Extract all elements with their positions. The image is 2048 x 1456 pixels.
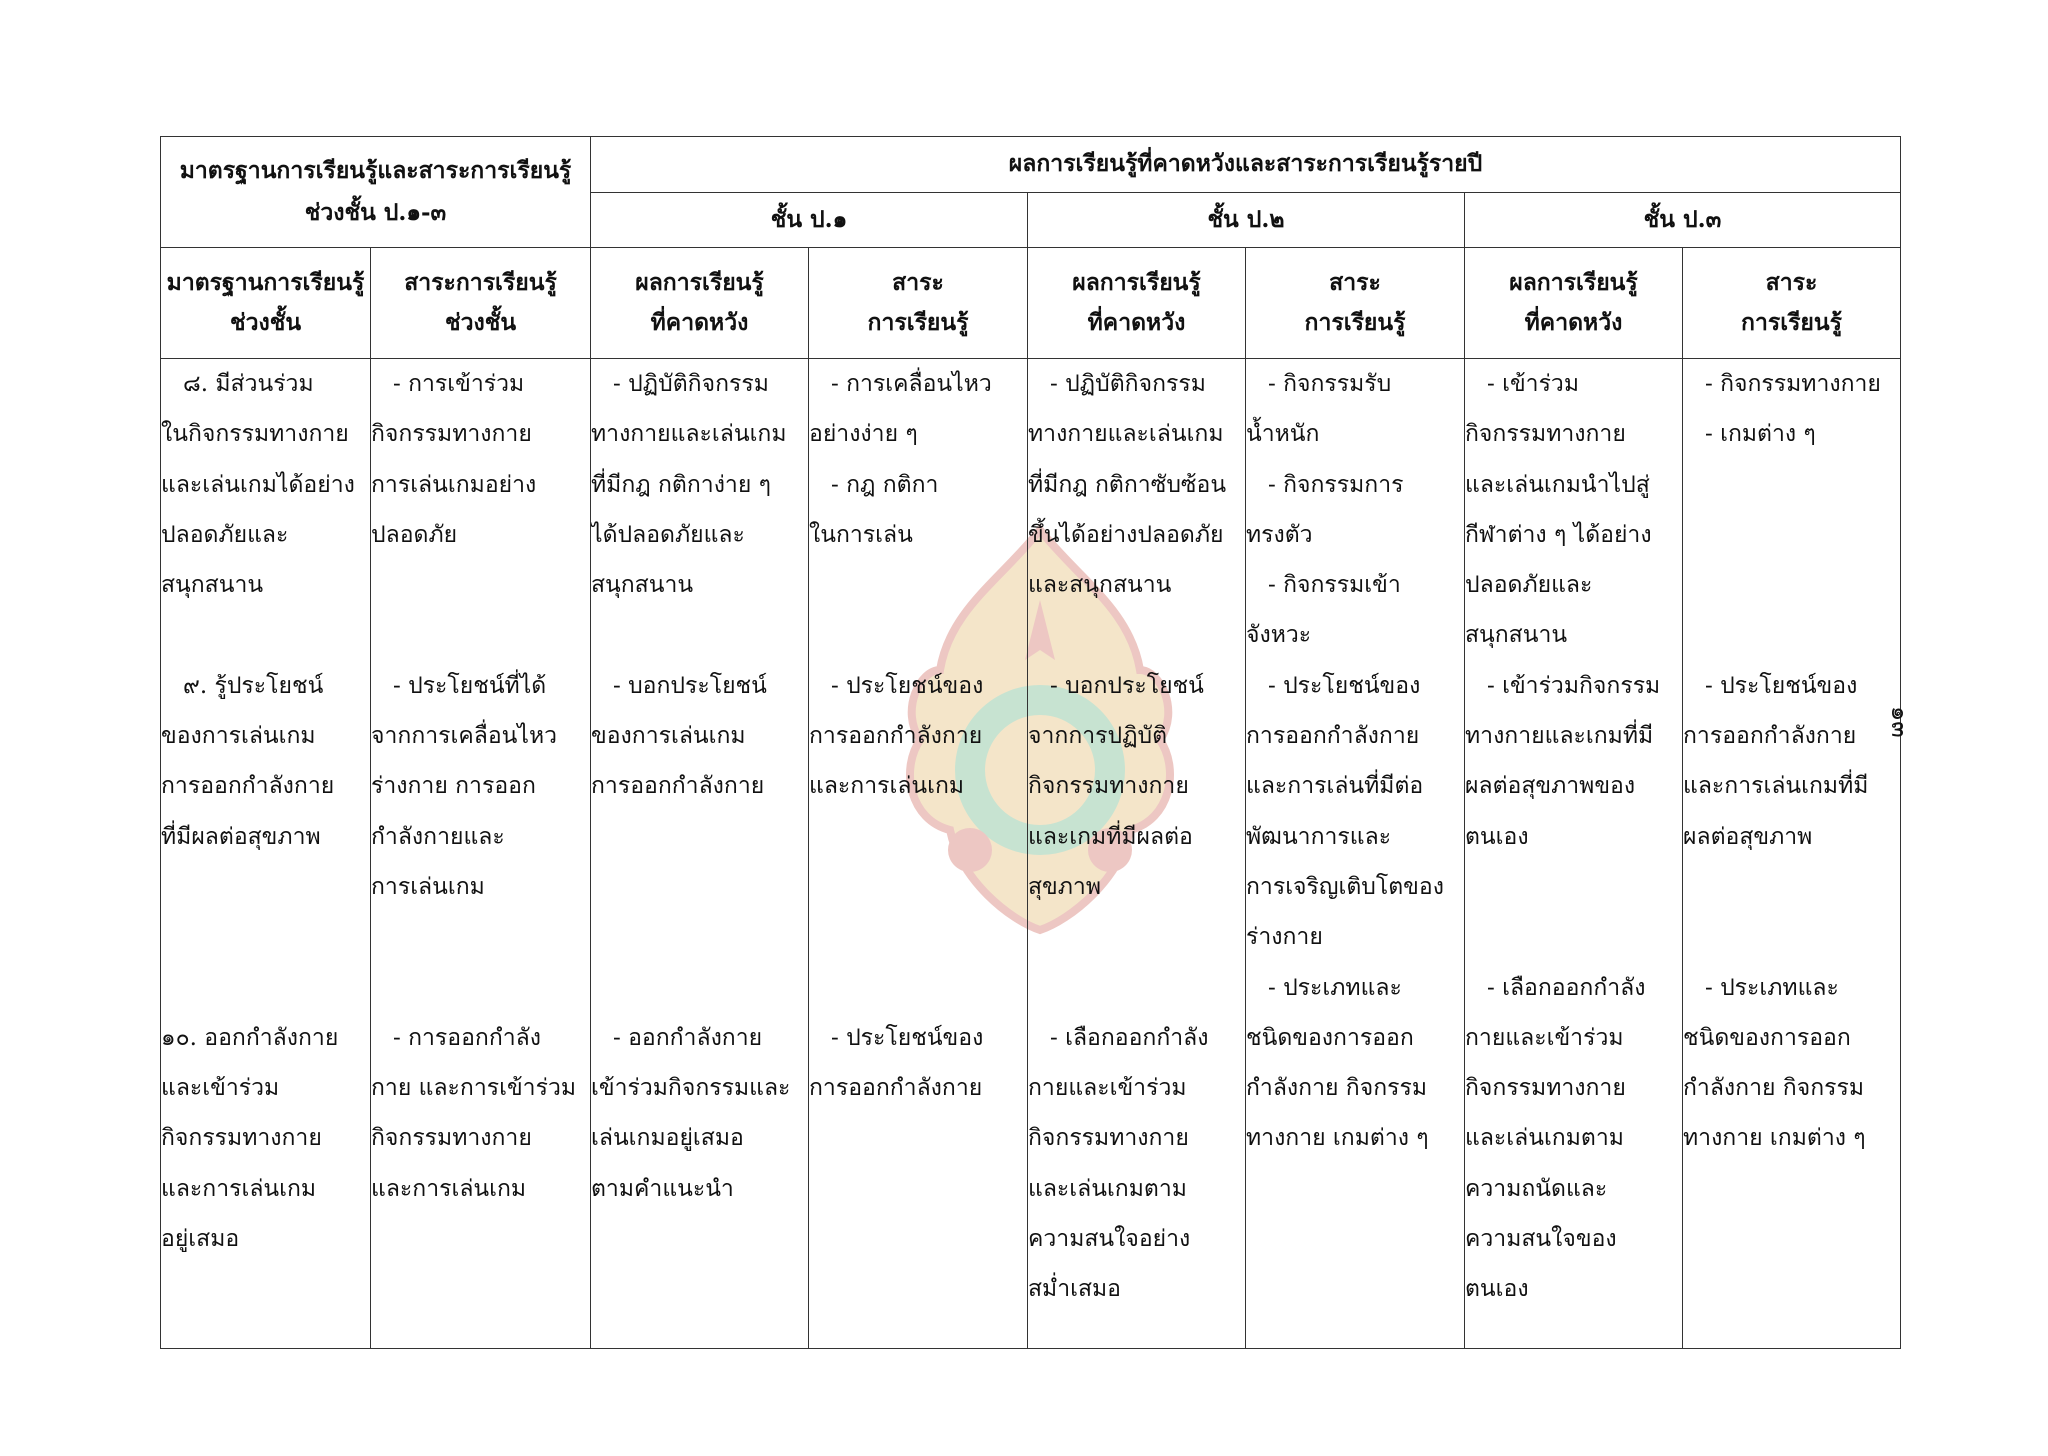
cell-text-line: - บอกประโยชน์ (613, 672, 767, 699)
cell-text-line: - กฎ กติกา (831, 471, 939, 498)
cell-text-line: และการเล่นเกม (161, 1175, 317, 1202)
cell-text-line: ปลอดภัยและ (161, 521, 289, 548)
cell-text-line: และการเล่นเกมที่มี (1683, 773, 1869, 800)
blank-line (161, 862, 370, 912)
sub-header-text: ผลการเรียนรู้ (1509, 269, 1638, 296)
cell-text-line: - เลือกออกกำลัง (1050, 1024, 1209, 1051)
cell-text-line: กิจกรรมทางกาย (1028, 1125, 1189, 1152)
sub-header-3 (591, 248, 809, 359)
cell-text-line: การออกกำลังกาย (591, 773, 765, 800)
sub-header-text: การเรียนรู้ (1741, 309, 1842, 336)
blank-line (809, 862, 1027, 912)
cell-text-line: การออกกำลังกาย (1246, 723, 1420, 750)
cell-text-line: ทางกายและเกมที่มี (1465, 723, 1654, 750)
cell-text-line: สนุกสนาน (161, 572, 264, 599)
cell-text-line: การออกกำลังกาย (809, 723, 983, 750)
sub-header-text: ช่วงชั้น (229, 309, 302, 336)
cell-text-line: พัฒนาการและ (1246, 823, 1392, 850)
header-row-sub (161, 248, 1901, 359)
cell-text-line: กิจกรรมทางกาย (1465, 421, 1626, 448)
cell-text-line: และเล่นเกมได้อย่าง (161, 471, 355, 498)
cell-text-line: - เข้าร่วมกิจกรรม (1487, 672, 1661, 699)
cell-text-line: กำลังกาย กิจกรรม (1683, 1075, 1864, 1102)
cell-text-line: กายและเข้าร่วม (1028, 1075, 1187, 1102)
blank-line (161, 912, 370, 962)
header-row-top (161, 137, 1901, 193)
cell-text-line: - การเคลื่อนไหว (831, 371, 992, 397)
p3-content-cell (1683, 359, 1901, 1349)
cell-text-line: สนุกสนาน (591, 572, 694, 599)
cell-text-line: ขึ้นได้อย่างปลอดภัย (1028, 521, 1224, 548)
cell-text-line: กายและเข้าร่วม (1465, 1024, 1624, 1051)
cell-text-line: จากการปฏิบัติ (1028, 723, 1168, 750)
cell-text-line: - ปฏิบัติกิจกรรม (1050, 371, 1206, 397)
cell-text-line: น้ำหนัก (1246, 421, 1320, 448)
cell-text-line: ของการเล่นเกม (161, 723, 316, 750)
cell-text-line: ตนเอง (1465, 823, 1529, 850)
sub-header-7 (1465, 248, 1683, 359)
cell-text-line: ทางกายและเล่นเกม (591, 421, 787, 448)
cell-text-line: ปลอดภัย (371, 521, 458, 548)
cell-text-line: - ประโยชน์ของ (831, 1024, 984, 1051)
cell-text-line: ตามคำแนะนำ (591, 1175, 734, 1202)
cell-text-line: ที่มีผลต่อสุขภาพ (161, 823, 321, 850)
cell-text-line: ผลต่อสุขภาพ (1683, 823, 1813, 850)
blank-line (161, 610, 370, 660)
blank-line (809, 963, 1027, 1013)
cell-text-line: การออกกำลังกาย (1683, 723, 1857, 750)
cell-text-line: - การเข้าร่วม (393, 371, 525, 397)
standards-header (161, 137, 591, 248)
blank-line (1683, 460, 1900, 510)
cell-text-line: - กิจกรรมเข้า (1268, 572, 1401, 599)
cell-text-line: กำลังกายและ (371, 823, 505, 850)
cell-text-line: - ประเภทและ (1705, 974, 1839, 1001)
cell-text-line: - ประโยชน์ของ (1268, 672, 1421, 699)
blank-line (161, 963, 370, 1013)
sub-header-text: สาระ (1765, 269, 1818, 296)
blank-line (809, 812, 1027, 862)
cell-text-line: อยู่เสมอ (161, 1226, 240, 1253)
blank-line (1465, 912, 1682, 962)
blank-line (1683, 862, 1900, 912)
cell-text-line: สุขภาพ (1028, 873, 1101, 900)
cell-text-line: และเข้าร่วม (161, 1075, 280, 1102)
blank-line (1683, 560, 1900, 610)
cell-text-line: ชนิดของการออก (1683, 1024, 1851, 1051)
blank-line (591, 912, 808, 962)
cell-text-line: ชนิดของการออก (1246, 1024, 1414, 1051)
cell-text-line: - ประโยชน์ที่ได้ (393, 672, 547, 699)
cell-text-line: สนุกสนาน (1465, 622, 1568, 649)
blank-line (809, 560, 1027, 610)
sub-header-4 (809, 248, 1028, 359)
sub-header-text: ผลการเรียนรู้ (635, 269, 764, 296)
cell-text-line: การเล่นเกมอย่าง (371, 471, 537, 498)
cell-text-line: กิจกรรมทางกาย (1465, 1075, 1626, 1102)
sub-header-text: ที่คาดหวัง (650, 309, 749, 336)
cell-text-line: ๘. มีส่วนร่วม (183, 371, 314, 397)
blank-line (1683, 912, 1900, 962)
sub-header-1 (161, 248, 371, 359)
cell-text-line: การออกกำลังกาย (161, 773, 335, 800)
cell-text-line: และเล่นเกมตาม (1028, 1175, 1187, 1202)
sub-header-text: สาระ (1329, 269, 1381, 296)
cell-text-line: และการเล่นเกม (809, 773, 965, 800)
cell-text-line: - กิจกรรมรับ (1268, 371, 1392, 397)
sub-header-8 (1683, 248, 1901, 359)
cell-text-line: ได้ปลอดภัยและ (591, 521, 745, 548)
sub-header-6 (1246, 248, 1465, 359)
sub-header-text: ที่คาดหวัง (1087, 309, 1186, 336)
cell-text-line: - เกมต่าง ๆ (1705, 421, 1816, 448)
cell-text-line: - ประโยชน์ของ (831, 672, 984, 699)
blank-line (371, 610, 590, 660)
cell-text-line: ที่มีกฎ กติกาง่าย ๆ (591, 471, 771, 498)
blank-line (371, 912, 590, 962)
cell-text-line: และการเล่นเกม (371, 1175, 527, 1202)
blank-line (1683, 510, 1900, 560)
cell-text-line: ร่างกาย การออก (371, 773, 536, 800)
cell-text-line: - ออกกำลังกาย (613, 1024, 763, 1051)
cell-text-line: กิจกรรมทางกาย (371, 1125, 532, 1152)
cell-text-line: จากการเคลื่อนไหว (371, 723, 558, 750)
sub-header-text: ช่วงชั้น (444, 309, 517, 336)
grade-header-p2: ชั้น ป.๒ (1028, 192, 1465, 248)
cell-text-line: ทางกาย เกมต่าง ๆ (1246, 1125, 1429, 1152)
cell-text-line: ๙. รู้ประโยชน์ (183, 672, 324, 699)
blank-line (1683, 610, 1900, 660)
cell-text-line: - บอกประโยชน์ (1050, 672, 1204, 699)
blank-line (809, 912, 1027, 962)
cell-text-line: ความสนใจของ (1465, 1226, 1617, 1253)
cell-text-line: และสนุกสนาน (1028, 572, 1172, 599)
cell-text-line: การเจริญเติบโตของ (1246, 873, 1444, 900)
cell-text-line: ตนเอง (1465, 1276, 1529, 1303)
sub-header-text: สาระการเรียนรู้ (404, 269, 557, 296)
cell-text-line: ผลต่อสุขภาพของ (1465, 773, 1636, 800)
cell-text-line: ทางกายและเล่นเกม (1028, 421, 1224, 448)
sub-header-text: การเรียนรู้ (1304, 309, 1406, 336)
grade-header-p1: ชั้น ป.๑ (591, 192, 1028, 248)
cell-text-line: ในการเล่น (809, 521, 913, 548)
cell-text-line: ความสนใจอย่าง (1028, 1226, 1191, 1253)
page-number: ๑๓ (1886, 706, 1914, 738)
core-content-column-cell (371, 359, 591, 1349)
blank-line (591, 812, 808, 862)
sub-header-5 (1028, 248, 1246, 359)
blank-line (591, 862, 808, 912)
cell-text-line: และการเล่นที่มีต่อ (1246, 773, 1424, 800)
cell-text-line: เล่นเกมอยู่เสมอ (591, 1125, 744, 1152)
cell-text-line: กิจกรรมทางกาย (371, 421, 532, 448)
cell-text-line: ที่มีกฎ กติกาซับซ้อน (1028, 471, 1227, 498)
cell-text-line: ๑๐. ออกกำลังกาย (161, 1024, 339, 1051)
blank-line (809, 610, 1027, 660)
cell-text-line: - ปฏิบัติกิจกรรม (613, 371, 769, 397)
cell-text-line: กิจกรรมทางกาย (161, 1125, 322, 1152)
blank-line (591, 963, 808, 1013)
content-row (161, 359, 1901, 1349)
cell-text-line: และเกมที่มีผลต่อ (1028, 823, 1193, 850)
blank-line (1028, 610, 1245, 660)
p2-outcomes-cell (1028, 359, 1246, 1349)
cell-text-line: - กิจกรรมการ (1268, 471, 1404, 498)
cell-text-line: เข้าร่วมกิจกรรมและ (591, 1075, 791, 1102)
blank-line (1028, 963, 1245, 1013)
cell-text-line: อย่างง่าย ๆ (809, 421, 918, 448)
cell-text-line: ทางกาย เกมต่าง ๆ (1683, 1125, 1866, 1152)
standards-header-line-1: มาตรฐานการเรียนรู้และสาระการเรียนรู้ (179, 157, 572, 184)
cell-text-line: จังหวะ (1246, 622, 1312, 649)
p3-outcomes-cell (1465, 359, 1683, 1349)
cell-text-line: กีฬาต่าง ๆ ได้อย่าง (1465, 521, 1652, 548)
p1-content-cell (809, 359, 1028, 1349)
yearly-outcomes-header: ผลการเรียนรู้ที่คาดหวังและสาระการเรียนรู้รายปี (591, 137, 1901, 193)
cell-text-line: ปลอดภัยและ (1465, 572, 1593, 599)
cell-text-line: - เลือกออกกำลัง (1487, 974, 1646, 1001)
sub-header-2 (371, 248, 591, 359)
cell-text-line: และเล่นเกมนำไปสู่ (1465, 471, 1650, 498)
standards-header-line-2: ช่วงชั้น ป.๑-๓ (304, 199, 447, 226)
cell-text-line: - ประโยชน์ของ (1705, 672, 1858, 699)
p2-content-cell (1246, 359, 1465, 1349)
blank-line (371, 963, 590, 1013)
cell-text-line: ในกิจกรรมทางกาย (161, 421, 349, 448)
cell-text-line: และเล่นเกมตาม (1465, 1125, 1624, 1152)
grade-header-p3: ชั้น ป.๓ (1465, 192, 1901, 248)
cell-text-line: ของการเล่นเกม (591, 723, 746, 750)
cell-text-line: - การออกกำลัง (393, 1024, 541, 1051)
p1-outcomes-cell (591, 359, 809, 1349)
cell-text-line: การเล่นเกม (371, 873, 485, 900)
cell-text-line: สม่ำเสมอ (1028, 1276, 1121, 1303)
blank-line (1028, 912, 1245, 962)
blank-line (371, 560, 590, 610)
cell-text-line: - ประเภทและ (1268, 974, 1402, 1001)
sub-header-text: การเรียนรู้ (867, 309, 969, 336)
cell-text-line: ความถนัดและ (1465, 1175, 1608, 1202)
sub-header-text: ที่คาดหวัง (1524, 309, 1623, 336)
cell-text-line: - เข้าร่วม (1487, 371, 1580, 397)
cell-text-line: กิจกรรมทางกาย (1028, 773, 1189, 800)
cell-text-line: กำลังกาย กิจกรรม (1246, 1075, 1427, 1102)
standards-column-cell (161, 359, 371, 1349)
cell-text-line: กาย และการเข้าร่วม (371, 1075, 577, 1102)
sub-header-text: ผลการเรียนรู้ (1072, 269, 1201, 296)
blank-line (591, 610, 808, 660)
sub-header-text: มาตรฐานการเรียนรู้ (166, 269, 365, 296)
cell-text-line: การออกกำลังกาย (809, 1075, 983, 1102)
sub-header-text: สาระ (892, 269, 944, 296)
cell-text-line: - กิจกรรมทางกาย (1705, 371, 1881, 397)
cell-text-line: ร่างกาย (1246, 924, 1323, 951)
blank-line (1465, 862, 1682, 912)
cell-text-line: ทรงตัว (1246, 521, 1313, 548)
curriculum-table (160, 136, 1901, 1349)
